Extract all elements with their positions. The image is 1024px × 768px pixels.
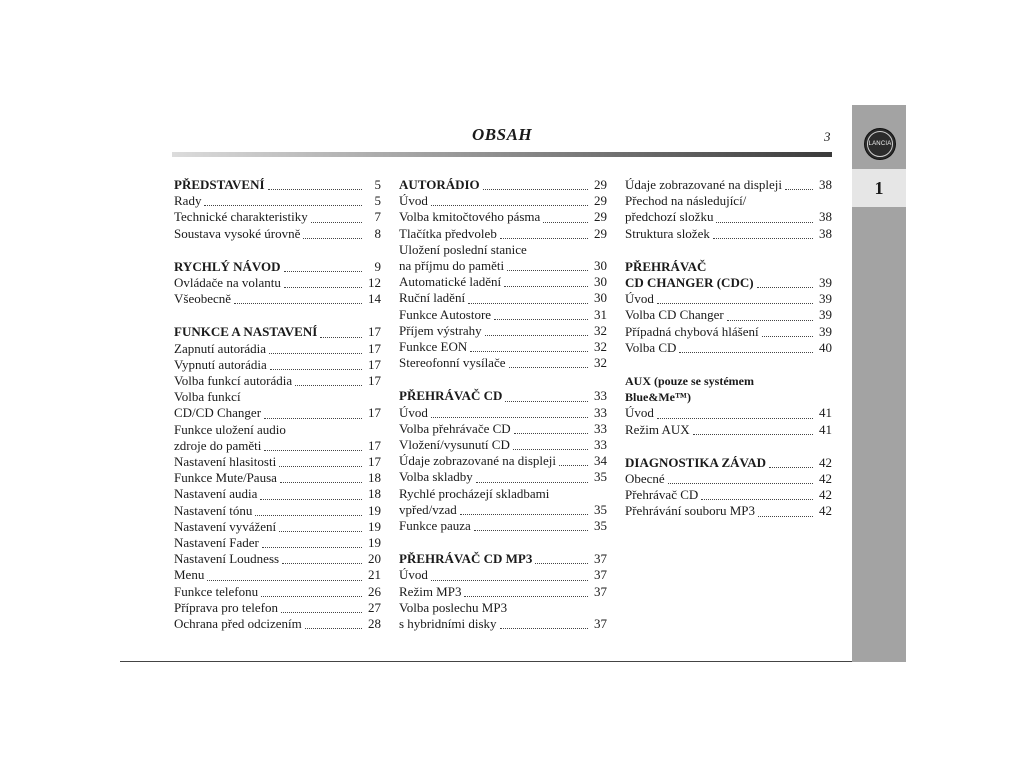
toc-page-number: 38 (819, 209, 832, 225)
dot-leader (255, 505, 362, 516)
toc-entry-label: Úvod (399, 567, 428, 583)
toc-section-heading[interactable] (399, 388, 607, 404)
dot-leader (701, 489, 813, 500)
toc-page-number: 19 (368, 535, 381, 551)
toc-entry[interactable] (399, 502, 607, 518)
dot-leader (713, 228, 813, 239)
toc-entry[interactable] (399, 584, 607, 600)
dot-leader (260, 489, 362, 500)
section-spacer (625, 242, 832, 259)
toc-entry[interactable] (174, 503, 381, 519)
toc-entry[interactable] (174, 519, 381, 535)
toc-page-number: 42 (819, 487, 832, 503)
toc-page-number: 29 (594, 177, 607, 192)
toc-entry-label: Všeobecně (174, 291, 232, 307)
toc-entry-label: Příprava pro telefon (174, 599, 278, 615)
dot-leader (279, 521, 362, 532)
dot-leader (500, 618, 588, 629)
toc-page-number: 8 (374, 225, 381, 241)
toc-page-number: 37 (594, 616, 607, 632)
dot-leader (303, 228, 362, 239)
dot-leader (269, 343, 362, 354)
toc-page-number: 33 (594, 437, 607, 453)
toc-entry-line: Volba poslechu MP3 (399, 599, 508, 615)
dot-leader (535, 553, 588, 564)
toc-entry-label: CD CHANGER (CDC) (625, 275, 754, 291)
toc-entry[interactable] (625, 471, 832, 487)
toc-entry-label: Ruční ladění (399, 290, 466, 306)
toc-page-number: 5 (374, 177, 381, 192)
dot-leader (716, 212, 813, 223)
toc-entry[interactable] (625, 324, 832, 340)
toc-page-number: 17 (368, 340, 381, 356)
toc-entry-label: Stereofonní vysílače (399, 355, 506, 371)
section-spacer (174, 242, 381, 259)
toc-entry[interactable] (174, 470, 381, 486)
header-rule (172, 152, 832, 157)
toc-entry-label: Úvod (399, 404, 428, 420)
toc-page-number: 31 (594, 306, 607, 322)
toc-page-number: 39 (819, 275, 832, 291)
section-spacer (174, 307, 381, 324)
dot-leader (476, 472, 588, 483)
toc-page-number: 9 (374, 258, 381, 274)
toc-entry[interactable] (174, 551, 381, 567)
toc-page-number: 35 (594, 501, 607, 517)
dot-leader (769, 457, 813, 468)
toc-entry-label: Volba CD Changer (625, 307, 724, 323)
toc-entry[interactable] (399, 518, 607, 534)
toc-section-heading[interactable] (174, 177, 381, 193)
dot-leader (234, 293, 362, 304)
toc-section-title-line: AUX (pouze se systémem (625, 374, 754, 389)
toc-entry-label: Ovládače na volantu (174, 275, 281, 291)
toc-page-number: 32 (594, 322, 607, 338)
toc-entry-label: Úvod (625, 291, 654, 307)
dot-leader (785, 179, 813, 190)
page-number: 3 (824, 129, 831, 144)
toc-entry[interactable] (625, 226, 832, 242)
toc-entry[interactable] (399, 339, 607, 355)
toc-page-number: 17 (368, 324, 381, 340)
dot-leader (679, 342, 813, 353)
section-spacer (399, 534, 607, 551)
dot-leader (727, 310, 813, 321)
toc-page-number: 17 (368, 373, 381, 389)
toc-entry-label: DIAGNOSTIKA ZÁVAD (625, 454, 766, 470)
toc-entry[interactable] (399, 355, 607, 371)
toc-page-number: 39 (819, 323, 832, 339)
dot-leader (474, 520, 588, 531)
dot-leader (505, 391, 588, 402)
toc-page-number: 17 (368, 454, 381, 470)
toc-entry[interactable] (625, 291, 832, 307)
toc-entry[interactable] (174, 454, 381, 470)
toc-entry[interactable] (174, 616, 381, 632)
toc-entry-label: RYCHLÝ NÁVOD (174, 258, 281, 274)
dot-leader (431, 195, 588, 206)
dot-leader (282, 553, 362, 564)
dot-leader (509, 357, 589, 368)
toc-entry-line: Přechod na následující/ (625, 193, 747, 209)
section-spacer (625, 356, 832, 373)
toc-entry-label: Struktura složek (625, 225, 710, 241)
toc-entry[interactable] (399, 567, 607, 583)
toc-page-number: 39 (819, 291, 832, 307)
toc-entry-label: Funkce telefonu (174, 583, 259, 599)
toc-entry-label: na příjmu do paměti (399, 258, 505, 274)
toc-entry-label: PŘEDSTAVENÍ (174, 177, 265, 192)
toc-entry[interactable] (174, 373, 381, 389)
toc-page-number: 28 (368, 616, 381, 632)
toc-entry[interactable] (399, 290, 607, 306)
toc-section-heading[interactable] (174, 324, 381, 340)
dot-leader (320, 327, 362, 338)
dot-leader (431, 407, 588, 418)
toc-page-number: 33 (594, 388, 607, 404)
toc-entry-label: PŘEHRÁVAČ CD (399, 388, 503, 404)
dot-leader (514, 423, 588, 434)
dot-leader (762, 326, 813, 337)
toc-entry-label: Přehrávač CD (625, 487, 699, 503)
toc-entry[interactable] (174, 209, 381, 225)
toc-page-number: 29 (594, 193, 607, 209)
toc-entry-label: Nastavení vyvážení (174, 518, 277, 534)
dot-leader (264, 440, 362, 451)
toc-page-number: 26 (368, 583, 381, 599)
dot-leader (494, 309, 588, 320)
dot-leader (485, 325, 588, 336)
toc-page-number: 42 (819, 454, 832, 470)
toc-page-number: 19 (368, 502, 381, 518)
toc-entry[interactable] (399, 226, 607, 242)
toc-entry-label: Funkce EON (399, 339, 468, 355)
toc-entry-label: vpřed/vzad (399, 501, 457, 517)
toc-column-3 (625, 177, 832, 520)
toc-section-title-line: Blue&Me™) (625, 390, 691, 405)
toc-page-number: 19 (368, 518, 381, 534)
chapter-number: 1 (874, 177, 884, 198)
dot-leader (279, 456, 362, 467)
toc-page-number: 21 (368, 567, 381, 583)
toc-entry-label: zdroje do paměti (174, 437, 262, 453)
dot-leader (207, 570, 362, 581)
toc-page-number: 41 (819, 421, 832, 437)
toc-entry[interactable] (625, 487, 832, 503)
dot-leader (468, 293, 588, 304)
toc-entry-label: Nastavení tónu (174, 502, 253, 518)
dot-leader (757, 277, 813, 288)
toc-page-number: 17 (368, 356, 381, 372)
toc-entry[interactable] (399, 469, 607, 485)
toc-entry[interactable] (625, 503, 832, 519)
toc-entry-label: Funkce Mute/Pausa (174, 470, 277, 486)
toc-entry[interactable] (174, 291, 381, 307)
toc-entry[interactable] (399, 193, 607, 209)
footer-rule (120, 661, 852, 662)
section-spacer (625, 438, 832, 455)
toc-page-number: 39 (819, 307, 832, 323)
toc-entry[interactable] (399, 209, 607, 225)
toc-page-number: 35 (594, 518, 607, 534)
toc-entry[interactable] (399, 616, 607, 632)
toc-entry-label: Režim AUX (625, 421, 690, 437)
dot-leader (295, 375, 362, 386)
toc-entry[interactable] (399, 437, 607, 453)
dot-leader (460, 504, 588, 515)
toc-entry[interactable] (399, 323, 607, 339)
toc-entry-label: Nastavení Loudness (174, 551, 280, 567)
dot-leader (270, 359, 362, 370)
dot-leader (204, 195, 362, 206)
toc-page-number: 29 (594, 225, 607, 241)
toc-entry[interactable] (174, 486, 381, 502)
dot-leader (261, 586, 362, 597)
toc-page-number: 33 (594, 420, 607, 436)
toc-page-number: 14 (368, 291, 381, 307)
toc-entry-label: FUNKCE A NASTAVENÍ (174, 324, 318, 340)
toc-entry-label: Případná chybová hlášení (625, 323, 759, 339)
toc-page-number: 30 (594, 258, 607, 274)
toc-entry-label: Nastavení hlasitosti (174, 454, 277, 470)
toc-entry[interactable] (399, 405, 607, 421)
toc-page-number: 32 (594, 355, 607, 371)
dot-leader (507, 260, 588, 271)
dot-leader (305, 618, 362, 629)
toc-entry[interactable] (174, 275, 381, 291)
toc-entry-label: Volba CD (625, 339, 677, 355)
toc-page-number: 41 (819, 405, 832, 421)
toc-page-number: 30 (594, 274, 607, 290)
section-spacer (399, 371, 607, 388)
toc-section-title-line: PŘEHRÁVAČ (625, 258, 707, 274)
toc-page-number: 7 (374, 209, 381, 225)
toc-entry-label: Vložení/vysunutí CD (399, 437, 510, 453)
toc-entry-label: Volba funkcí autorádia (174, 373, 293, 389)
toc-page-number: 38 (819, 225, 832, 241)
toc-page-number: 18 (368, 470, 381, 486)
toc-entry[interactable] (625, 307, 832, 323)
toc-entry[interactable] (625, 177, 832, 193)
toc-entry-label: Úvod (625, 405, 654, 421)
dot-leader (470, 341, 588, 352)
toc-entry[interactable] (174, 584, 381, 600)
dot-leader (657, 293, 813, 304)
toc-entry-label: Zapnutí autorádia (174, 340, 267, 356)
toc-entry[interactable] (174, 600, 381, 616)
toc-entry-label: Menu (174, 567, 205, 583)
toc-page-number: 33 (594, 404, 607, 420)
toc-entry[interactable] (174, 357, 381, 373)
dot-leader (504, 276, 588, 287)
toc-entry[interactable] (625, 405, 832, 421)
toc-column-1 (174, 177, 381, 632)
dot-leader (543, 212, 588, 223)
toc-page-number: 37 (594, 551, 607, 567)
toc-entry[interactable] (174, 438, 381, 454)
dot-leader (668, 473, 813, 484)
toc-entry-label: Úvod (399, 193, 428, 209)
toc-page-number: 18 (368, 486, 381, 502)
toc-entry-label: Rady (174, 193, 202, 209)
toc-page-number: 12 (368, 275, 381, 291)
toc-entry[interactable] (625, 422, 832, 438)
toc-section-heading[interactable] (625, 275, 832, 291)
toc-entry-label: AUTORÁDIO (399, 177, 480, 192)
toc-page-number: 37 (594, 567, 607, 583)
dot-leader (281, 602, 362, 613)
toc-entry[interactable] (399, 453, 607, 469)
toc-entry-label: s hybridními disky (399, 616, 497, 632)
dot-leader (693, 424, 813, 435)
toc-page-number: 34 (594, 453, 607, 469)
dot-leader (559, 455, 588, 466)
toc-section-heading[interactable] (174, 259, 381, 275)
chapter-tab[interactable] (852, 169, 906, 207)
dot-leader (500, 228, 588, 239)
toc-entry-label: Soustava vysoké úrovně (174, 225, 301, 241)
dot-leader (464, 586, 588, 597)
toc-section-heading[interactable] (399, 177, 607, 193)
toc-entry-label: Nastavení audia (174, 486, 258, 502)
toc-page-number: 29 (594, 209, 607, 225)
toc-entry-label: předchozí složku (625, 209, 714, 225)
toc-entry-label: Volba kmitočtového pásma (399, 209, 541, 225)
toc-section-heading[interactable] (399, 551, 607, 567)
toc-entry-label: Volba přehrávače CD (399, 420, 511, 436)
toc-entry[interactable] (399, 307, 607, 323)
toc-entry-label: Příjem výstrahy (399, 322, 482, 338)
dot-leader (513, 439, 588, 450)
lancia-logo-icon (864, 128, 896, 160)
logo-text: LANCIA (867, 131, 893, 157)
toc-page-number: 17 (368, 437, 381, 453)
toc-entry-label: CD/CD Changer (174, 405, 262, 421)
toc-entry-line: Funkce uložení audio (174, 421, 286, 437)
toc-page-number: 20 (368, 551, 381, 567)
toc-entry-label: Funkce pauza (399, 518, 471, 534)
toc-entry[interactable] (174, 193, 381, 209)
dot-leader (657, 408, 813, 419)
toc-entry[interactable] (174, 226, 381, 242)
dot-leader (758, 506, 813, 517)
toc-entry[interactable] (625, 340, 832, 356)
toc-page-number: 5 (374, 193, 381, 209)
toc-entry[interactable] (174, 535, 381, 551)
toc-entry-label: Automatické ladění (399, 274, 502, 290)
toc-page-number: 17 (368, 405, 381, 421)
toc-entry[interactable] (399, 421, 607, 437)
toc-entry-label: Údaje zobrazované na displeji (399, 453, 557, 469)
toc-entry[interactable] (174, 567, 381, 583)
page-title: OBSAH (472, 125, 533, 144)
toc-entry-label: Obecné (625, 471, 665, 487)
dot-leader (284, 277, 362, 288)
toc-page-number: 38 (819, 177, 832, 192)
toc-page-number: 30 (594, 290, 607, 306)
toc-entry-label: Údaje zobrazované na displeji (625, 177, 783, 192)
toc-entry-label: Přehrávání souboru MP3 (625, 503, 755, 519)
toc-entry-line: Rychlé procházejí skladbami (399, 485, 550, 501)
dot-leader (264, 408, 362, 419)
toc-entry-label: Režim MP3 (399, 583, 462, 599)
toc-page-number: 40 (819, 339, 832, 355)
toc-page-number: 42 (819, 471, 832, 487)
toc-entry-label: Funkce Autostore (399, 306, 492, 322)
dot-leader (483, 179, 588, 190)
dot-leader (311, 212, 362, 223)
toc-entry-label: Volba skladby (399, 469, 473, 485)
toc-entry-label: Tlačítka předvoleb (399, 225, 497, 241)
dot-leader (431, 570, 588, 581)
toc-page-number: 37 (594, 583, 607, 599)
dot-leader (262, 537, 362, 548)
toc-entry[interactable] (174, 405, 381, 421)
toc-section-heading[interactable] (625, 455, 832, 471)
dot-leader (268, 179, 362, 190)
toc-entry[interactable] (625, 209, 832, 225)
toc-page-number: 42 (819, 503, 832, 519)
toc-entry-label: Technické charakteristiky (174, 209, 308, 225)
toc-page-number: 27 (368, 599, 381, 615)
dot-leader (280, 472, 362, 483)
toc-entry-label: PŘEHRÁVAČ CD MP3 (399, 551, 533, 567)
toc-entry[interactable] (174, 341, 381, 357)
toc-page-number: 35 (594, 469, 607, 485)
toc-entry-label: Nastavení Fader (174, 535, 259, 551)
toc-entry-line: Volba funkcí (174, 389, 241, 405)
dot-leader (284, 261, 362, 272)
toc-column-2 (399, 177, 607, 632)
toc-entry[interactable] (399, 258, 607, 274)
toc-page-number: 32 (594, 339, 607, 355)
toc-entry-line: Uložení poslední stanice (399, 241, 527, 257)
toc-entry-label: Vypnutí autorádia (174, 356, 267, 372)
toc-entry[interactable] (399, 274, 607, 290)
toc-entry-label: Ochrana před odcizením (174, 616, 302, 632)
